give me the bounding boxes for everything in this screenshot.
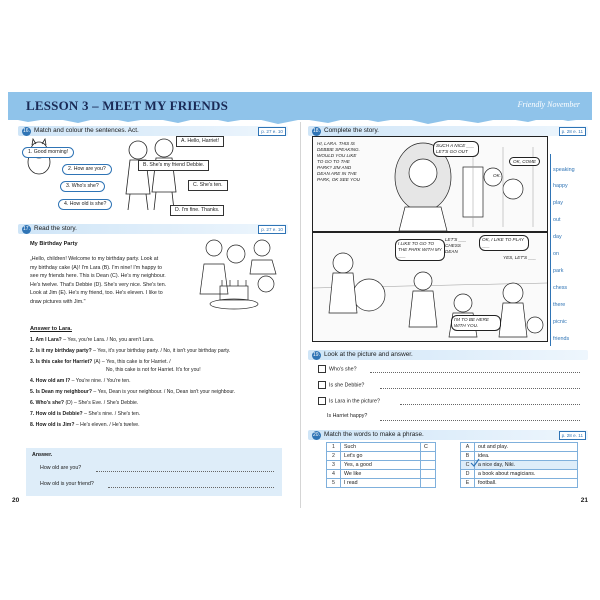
speech-park: I LIKE TO GO TO THE PARK WITH MY ___ (395, 239, 445, 261)
story-line: Look at Jim (E). He's my friend, too. He's eleven. I like to (30, 290, 163, 297)
answer-box (26, 448, 282, 496)
match-cell[interactable]: C (421, 443, 436, 452)
ex19-header (308, 350, 588, 360)
story-line: He's twelve. That's Debbie (D). She's very nice. She's ten. (30, 281, 167, 288)
ex20-reference: p. 28 e. 11 (559, 431, 586, 440)
party-scene-icon (192, 234, 280, 322)
word-bank-item[interactable]: there (553, 302, 566, 308)
table-row: 4 We like (327, 470, 436, 479)
word-bank-item[interactable]: picnic (553, 319, 567, 325)
speech-play: OK, I LIKE TO PLAY ___ (479, 235, 529, 251)
qa-row: 3. Is this cake for Harriet? (A) – Yes, this cake is for Harriet. / (30, 359, 171, 365)
table-row: D a book about magicians. (461, 470, 578, 479)
answer-box-title: Answer. (32, 452, 53, 458)
word-bank-item[interactable]: chess (553, 285, 568, 291)
qa-row: 8. How old is Jim? – He's eleven. / He's twelve. (30, 422, 140, 428)
answer-heading: Answer to Lara. (30, 326, 72, 332)
page-divider (300, 122, 301, 508)
lesson-title: LESSON 3 – MEET MY FRIENDS (26, 98, 229, 113)
word-bank-item[interactable]: park (553, 268, 564, 274)
ex17-reference: p. 27 e. 10 (258, 225, 286, 234)
ex20-number: 20. (313, 431, 320, 438)
match-cell[interactable] (421, 452, 436, 461)
ex19-answer-line[interactable] (380, 420, 580, 421)
page-number-right: 21 (580, 497, 588, 504)
ex16-left-3[interactable]: 3. Who's she? (60, 181, 105, 192)
table-row: C a nice day, Niki. (461, 461, 578, 470)
ex16-right-A[interactable]: A. Hello, Harriet! (176, 136, 224, 147)
answer-question-1: How old are you? (40, 465, 82, 471)
speech-such: SUCH A NICE ___ LET'S GO OUT (433, 141, 479, 157)
story-line: „Hello, children! Welcome to my birthday party. Look at (30, 256, 159, 262)
checkmark-icon (470, 458, 480, 468)
word-bank-item[interactable]: on (553, 251, 559, 257)
story-title: My Birthday Party (30, 241, 78, 247)
table-row: 5 I read (327, 479, 436, 488)
qa-row: 7. How old is Debbie? – She's nine. / She's ten. (30, 411, 141, 417)
match-cell[interactable] (421, 461, 436, 470)
speech-come: OK, COME (509, 157, 540, 166)
page-number-left: 20 (12, 497, 20, 504)
ex19-item-4: Is Harriet happy? (327, 413, 368, 419)
qa-row: No, this cake is not for Harriet. It's for you! (106, 367, 201, 373)
speech-chess: LET'S ___ CHESS DEAN (445, 237, 467, 254)
word-bank-item[interactable]: day (553, 234, 562, 240)
table-row: E football. (461, 479, 578, 488)
ex19-answer-line[interactable] (370, 372, 580, 373)
ex16-left-1[interactable]: 1. Good morning! (22, 147, 74, 158)
table-row: 2 Let's go (327, 452, 436, 461)
qa-row: 5. Is Dean my neighbour? – Yes, Dean is your neighbour. / No, Dean isn't your neighbour. (30, 389, 236, 395)
word-bank-bar (550, 154, 551, 346)
checkbox[interactable] (318, 397, 326, 405)
ex16-right-C[interactable]: C. She's ten. (188, 180, 228, 191)
unit-label: Friendly November (517, 100, 580, 109)
ex18-instruction: Complete the story. (324, 127, 379, 134)
qa-row: 6. Who's she? (D) – She's Eve. / She's Debbie. (30, 400, 139, 406)
ex16-right-B[interactable]: B. She's my friend Debbie. (138, 160, 209, 171)
table-row: 3 Yes, a good (327, 461, 436, 470)
party-illustration (192, 234, 280, 322)
qa-row: 4. How old am I? – You're nine. / You're ten. (30, 378, 131, 384)
ex20-header (308, 430, 588, 440)
answer-line-2[interactable] (108, 487, 274, 488)
workbook-spread (8, 92, 592, 512)
speech-lara: HI, LARA. THIS IS DEBBIE SPEAKING. WOULD YOU LIKE TO GO TO THE PARK? JIM AND DEAN ARE IN THE PARK, OK SEE YOU (317, 141, 360, 182)
word-bank-item[interactable]: out (553, 217, 561, 223)
checkbox[interactable] (318, 365, 326, 373)
speech-ok: OK. (493, 173, 501, 178)
ex18-reference: p. 28 e. 11 (559, 127, 586, 136)
answer-question-2: How old is your friend? (40, 481, 94, 487)
ex17-number: 17. (23, 225, 30, 232)
ex19-answer-line[interactable] (380, 388, 580, 389)
ex20-left-table (326, 442, 436, 488)
ex16-reference: p. 27 e. 10 (258, 127, 286, 136)
ex16-left-4[interactable]: 4. How old is she? (58, 199, 112, 210)
speech-here: I'M TO BE HERE WITH YOU. (451, 315, 501, 331)
table-row: B idea. (461, 452, 578, 461)
ex16-instruction: Match and colour the sentences. Act. (34, 127, 139, 134)
table-row: 1 Such C (327, 443, 436, 452)
story-line: my birthday cake (A)! I'm Lara (B). I'm nine! I'm happy to (30, 264, 162, 271)
ex18-number: 18. (313, 127, 320, 134)
answer-line-1[interactable] (96, 471, 274, 472)
story-line: see my friends here. This is Dean (C). He's my neighbour. (30, 273, 166, 280)
word-bank-item[interactable]: friends (553, 336, 570, 342)
table-row: A out and play. (461, 443, 578, 452)
comic-panel-bottom (312, 232, 548, 342)
ex17-header (18, 224, 288, 234)
ex18-header (308, 126, 588, 136)
match-cell[interactable] (421, 479, 436, 488)
ex20-instruction: Match the words to make a phrase. (324, 431, 424, 438)
checkbox[interactable] (318, 381, 326, 389)
match-cell[interactable] (421, 470, 436, 479)
ex16-number: 16. (23, 127, 30, 134)
ex19-item-1: Who's she? (318, 365, 357, 373)
ex19-item-3: Is Lara in the picture? (318, 397, 380, 405)
story-text (30, 255, 190, 307)
qa-row: 2. Is it my birthday party? – Yes, it's your birthday party. / No, it isn't your birthday party. (30, 348, 231, 354)
ex19-instruction: Look at the picture and answer. (324, 351, 413, 358)
ex19-answer-line[interactable] (400, 404, 580, 405)
comic-panel-top (312, 136, 548, 232)
cat-illustration-icon (22, 138, 56, 178)
ex19-item-2: Is she Debbie? (318, 381, 364, 389)
ex19-number: 19. (313, 351, 320, 358)
ex16-right-D[interactable]: D. I'm fine. Thanks. (170, 205, 224, 216)
qa-row: 1. Am I Lara? – Yes, you're Lara. / No, you aren't Lara. (30, 337, 155, 343)
ex16-left-2[interactable]: 2. How are you? (62, 164, 112, 175)
word-bank-item[interactable]: speaking (553, 167, 575, 173)
word-bank-item[interactable]: happy (553, 183, 568, 189)
ex17-instruction: Read the story. (34, 225, 77, 232)
story-line: draw pictures with Jim." (30, 298, 86, 305)
speech-yes: YES, LET'S ___ (503, 255, 537, 260)
word-bank-item[interactable]: play (553, 200, 563, 206)
